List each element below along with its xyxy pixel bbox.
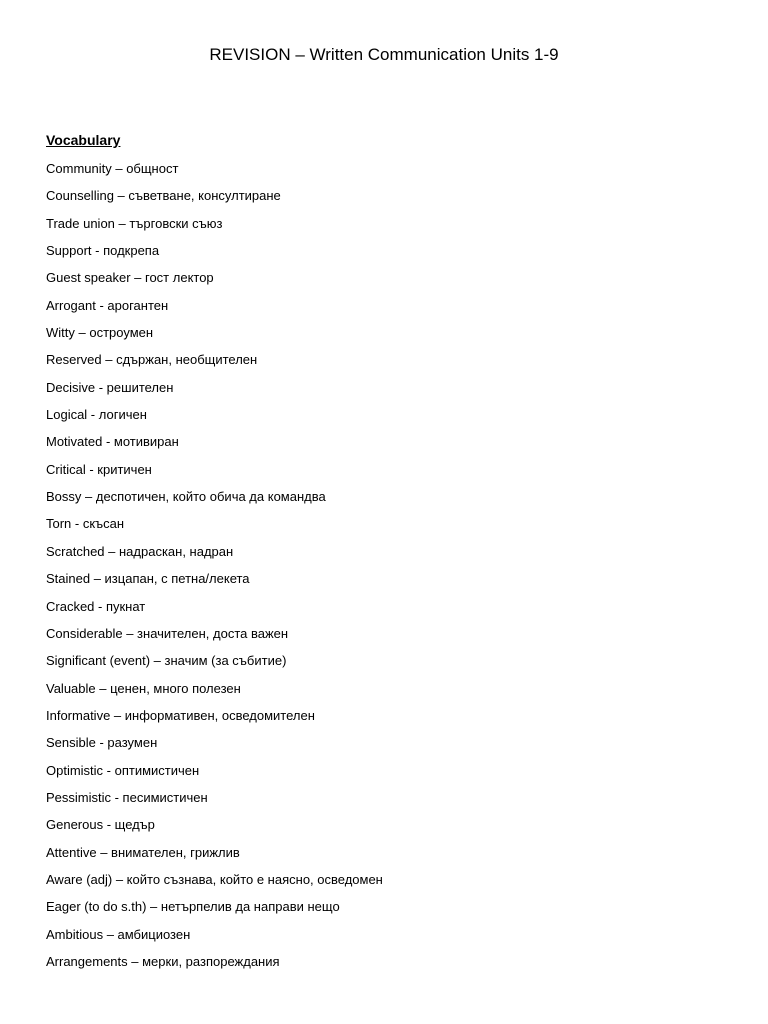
vocabulary-entry: Informative – информативен, осведомителен [46, 707, 315, 723]
vocabulary-entry: Valuable – ценен, много полезен [46, 680, 241, 696]
vocabulary-entry: Cracked - пукнат [46, 598, 146, 614]
vocabulary-entry: Eager (to do s.th) – нетърпелив да направи нещо [46, 899, 340, 915]
vocabulary-entry: Stained – изцапан, с петна/лекета [46, 571, 250, 587]
vocabulary-entry: Arrangements – мерки, разпореждания [46, 953, 280, 969]
vocabulary-entry: Logical - логичен [46, 407, 147, 423]
vocabulary-entry: Generous - щедър [46, 817, 155, 833]
vocabulary-entry: Witty – остроумен [46, 325, 154, 341]
vocabulary-entry: Counselling – съветване, консултиране [46, 188, 281, 204]
vocabulary-entry: Trade union – търговски съюз [46, 215, 223, 231]
vocabulary-entry: Sensible - разумен [46, 735, 158, 751]
vocabulary-entry: Attentive – внимателен, грижлив [46, 844, 240, 860]
vocabulary-entry: Considerable – значителен, доста важен [46, 625, 289, 641]
vocabulary-entry: Significant (event) – значим (за събитие) [46, 653, 287, 669]
vocabulary-entry: Aware (adj) – който съзнава, който е наясно, осведомен [46, 871, 383, 887]
vocabulary-entry: Bossy – деспотичен, който обича да командва [46, 489, 326, 505]
vocabulary-entry: Torn - скъсан [46, 516, 125, 532]
vocabulary-entry: Decisive - решителен [46, 379, 174, 395]
vocabulary-entry: Community – общност [46, 161, 179, 176]
section-heading-vocabulary: Vocabulary [46, 132, 121, 148]
vocabulary-entry: Guest speaker – гост лектор [46, 270, 214, 286]
vocabulary-entry: Ambitious – амбициозен [46, 926, 191, 942]
vocabulary-entry: Motivated - мотивиран [46, 434, 179, 450]
vocabulary-entry: Pessimistic - песимистичен [46, 789, 208, 805]
vocabulary-list [46, 160, 736, 980]
vocabulary-entry: Optimistic - оптимистичен [46, 762, 200, 778]
vocabulary-entry: Reserved – сдържан, необщителен [46, 352, 258, 368]
vocabulary-entry: Critical - критичен [46, 461, 152, 477]
document-title: REVISION – Written Communication Units 1-9 [209, 45, 559, 64]
vocabulary-entry: Scratched – надраскан, надран [46, 543, 234, 559]
vocabulary-entry: Support - подкрепа [46, 243, 160, 259]
vocabulary-entry: Arrogant - арогантен [46, 297, 169, 313]
